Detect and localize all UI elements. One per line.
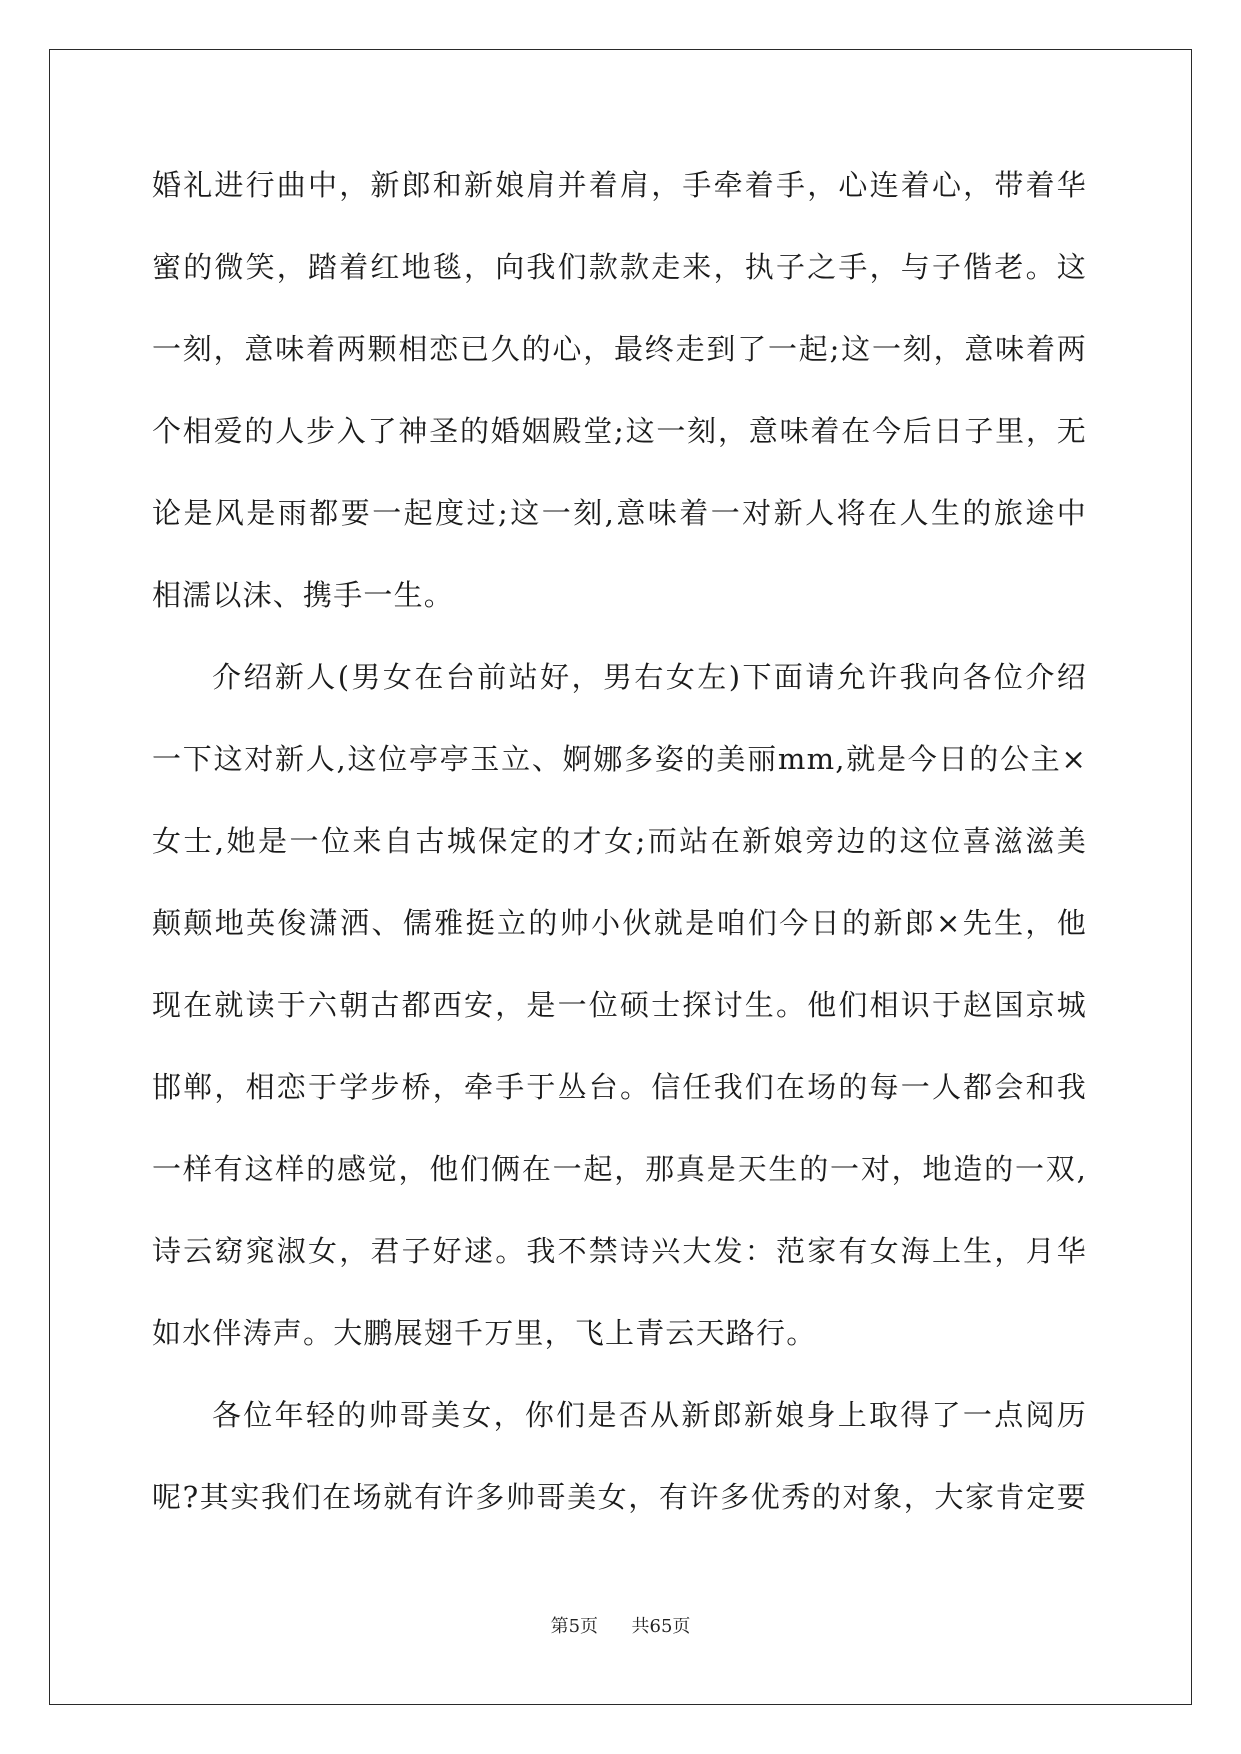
paragraph-3-line-2: 呢?其实我们在场就有许多帅哥美女，有许多优秀的对象，大家肯定要 [152, 1480, 1087, 1514]
paragraph-1-line-6: 相濡以沫、携手一生。 [152, 578, 455, 612]
paragraph-1-line-1: 婚礼进行曲中，新郎和新娘肩并着肩，手牵着手，心连着心，带着华 [152, 168, 1087, 202]
paragraph-2-line-6: 邯郸，相恋于学步桥，牵手于丛台。信任我们在场的每一人都会和我 [152, 1070, 1087, 1104]
paragraph-2-line-4: 颠颠地英俊潇洒、儒雅挺立的帅小伙就是咱们今日的新郎×先生，他 [152, 906, 1087, 940]
paragraph-2-line-8: 诗云窈窕淑女，君子好逑。我不禁诗兴大发：范家有女海上生，月华 [152, 1234, 1087, 1268]
document-body [152, 160, 1087, 1554]
total-pages: 共65页 [631, 1616, 691, 1637]
paragraph-2-line-3: 女士,她是一位来自古城保定的才女;而站在新娘旁边的这位喜滋滋美 [152, 824, 1087, 858]
paragraph-2-line-1: 介绍新人(男女在台前站好，男右女左)下面请允许我向各位介绍 [212, 660, 1087, 694]
paragraph-3-line-1: 各位年轻的帅哥美女，你们是否从新郎新娘身上取得了一点阅历 [212, 1398, 1087, 1432]
paragraph-1-line-4: 个相爱的人步入了神圣的婚姻殿堂;这一刻，意味着在今后日子里，无 [152, 414, 1087, 448]
paragraph-1-line-5: 论是风是雨都要一起度过;这一刻,意味着一对新人将在人生的旅途中 [152, 496, 1087, 530]
paragraph-2-line-7: 一样有这样的感觉，他们俩在一起，那真是天生的一对，地造的一双, [152, 1152, 1087, 1186]
paragraph-2-line-9: 如水伴涛声。大鹏展翅千万里，飞上青云天路行。 [152, 1316, 817, 1350]
paragraph-2-line-2: 一下这对新人,这位亭亭玉立、婀娜多姿的美丽mm,就是今日的公主× [152, 742, 1087, 776]
page-footer [0, 1612, 1241, 1638]
page-number: 第5页 [550, 1616, 599, 1637]
paragraph-1-line-2: 蜜的微笑，踏着红地毯，向我们款款走来，执子之手，与子偕老。这 [152, 250, 1087, 284]
paragraph-2-line-5: 现在就读于六朝古都西安，是一位硕士探讨生。他们相识于赵国京城 [152, 988, 1087, 1022]
paragraph-1-line-3: 一刻，意味着两颗相恋已久的心，最终走到了一起;这一刻，意味着两 [152, 332, 1087, 366]
